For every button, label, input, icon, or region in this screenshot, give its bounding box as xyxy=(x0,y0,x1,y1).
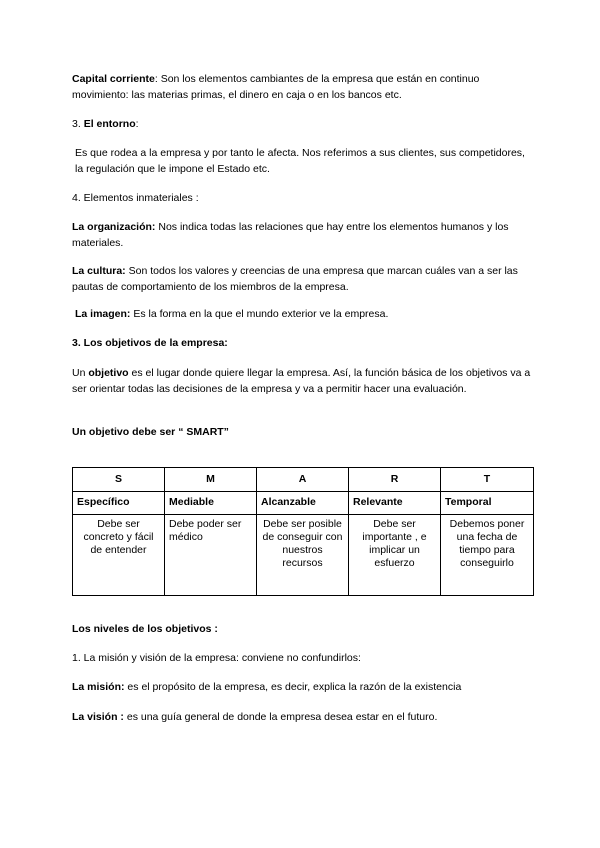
heading-elementos-inmateriales xyxy=(72,191,532,207)
paragraph-entorno xyxy=(75,146,535,177)
heading-entorno xyxy=(72,117,532,133)
paragraph-prefix: Un xyxy=(72,367,89,379)
paragraph-text: Es que rodea a la empresa y por tanto le afecta. Nos referimos a sus clientes, sus competidores, la regulación que le impone el Estado etc. xyxy=(75,147,525,175)
heading-text: Un objetivo debe ser “ SMART” xyxy=(72,426,229,438)
smart-letter-cell: S xyxy=(73,468,165,492)
term-label: La organización: xyxy=(72,221,156,233)
definition-text: Es la forma en la que el mundo exterior ve la empresa. xyxy=(130,308,389,320)
heading-number: 3. xyxy=(72,118,84,130)
smart-letter-cell: M xyxy=(165,468,257,492)
smart-name-cell: Temporal xyxy=(441,492,534,515)
smart-description-cell: Debe ser posible de conseguir con nuestros recursos xyxy=(257,515,349,596)
heading-text: Los niveles de los objetivos : xyxy=(72,623,218,635)
term-label: Capital corriente xyxy=(72,73,155,85)
smart-description-cell: Debe poder ser médico xyxy=(165,515,257,596)
paragraph-imagen xyxy=(75,307,535,323)
paragraph-cultura xyxy=(72,264,532,295)
definition-text: es el lugar donde quiere llegar la empresa. Así, la función básica de los objetivos va a ser orientar todas las decisiones de la empresa y va a permitir hacer una evaluación. xyxy=(72,367,531,395)
paragraph-text: 1. La misión y visión de la empresa: conviene no confundirlos: xyxy=(72,652,361,664)
definition-text: Son todos los valores y creencias de una empresa que marcan cuáles van a ser las pautas de comportamiento de los miembros de la empresa. xyxy=(72,265,518,293)
heading-text: 4. Elementos inmateriales : xyxy=(72,192,199,204)
definition-text: Nos indica todas las relaciones que hay entre los elementos humanos y los materiales. xyxy=(72,221,509,249)
heading-smart xyxy=(72,425,532,441)
smart-letter-cell: T xyxy=(441,468,534,492)
definition-text: : Son los elementos cambiantes de la empresa que están en continuo movimiento: las materias primas, el dinero en caja o en los bancos etc. xyxy=(72,73,480,101)
heading-niveles xyxy=(72,622,532,638)
term-label: La cultura: xyxy=(72,265,126,277)
term-label: objetivo xyxy=(88,367,129,379)
term-label: La visión : xyxy=(72,711,124,723)
term-label: La misión: xyxy=(72,681,125,693)
smart-description-cell: Debe ser importante , e implicar un esfuerzo xyxy=(349,515,441,596)
heading-suffix: : xyxy=(135,118,139,130)
definition-text: es una guía general de donde la empresa desea estar en el futuro. xyxy=(123,711,438,723)
smart-names-row xyxy=(73,492,534,515)
heading-text: 3. Los objetivos de la empresa: xyxy=(72,337,228,349)
smart-description-cell: Debe ser concreto y fácil de entender xyxy=(73,515,165,596)
paragraph-mision-vision xyxy=(72,651,532,667)
smart-letters-row xyxy=(73,468,534,492)
smart-name-cell: Mediable xyxy=(165,492,257,515)
smart-name-cell: Relevante xyxy=(349,492,441,515)
paragraph-vision xyxy=(72,710,532,726)
paragraph-capital-corriente xyxy=(72,72,532,103)
definition-text: es el propósito de la empresa, es decir, explica la razón de la existencia xyxy=(124,681,462,693)
smart-letter-cell: A xyxy=(257,468,349,492)
smart-name-cell: Específico xyxy=(73,492,165,515)
smart-table xyxy=(72,467,534,596)
smart-letter-cell: R xyxy=(349,468,441,492)
smart-description-cell: Debemos poner una fecha de tiempo para conseguirlo xyxy=(441,515,534,596)
paragraph-objetivo xyxy=(72,366,532,397)
heading-objetivos xyxy=(72,336,532,352)
paragraph-mision xyxy=(72,680,532,696)
heading-label: El entorno xyxy=(83,118,136,130)
smart-name-cell: Alcanzable xyxy=(257,492,349,515)
paragraph-organizacion xyxy=(72,220,532,251)
smart-descriptions-row xyxy=(73,515,534,596)
term-label: La imagen: xyxy=(75,308,131,320)
